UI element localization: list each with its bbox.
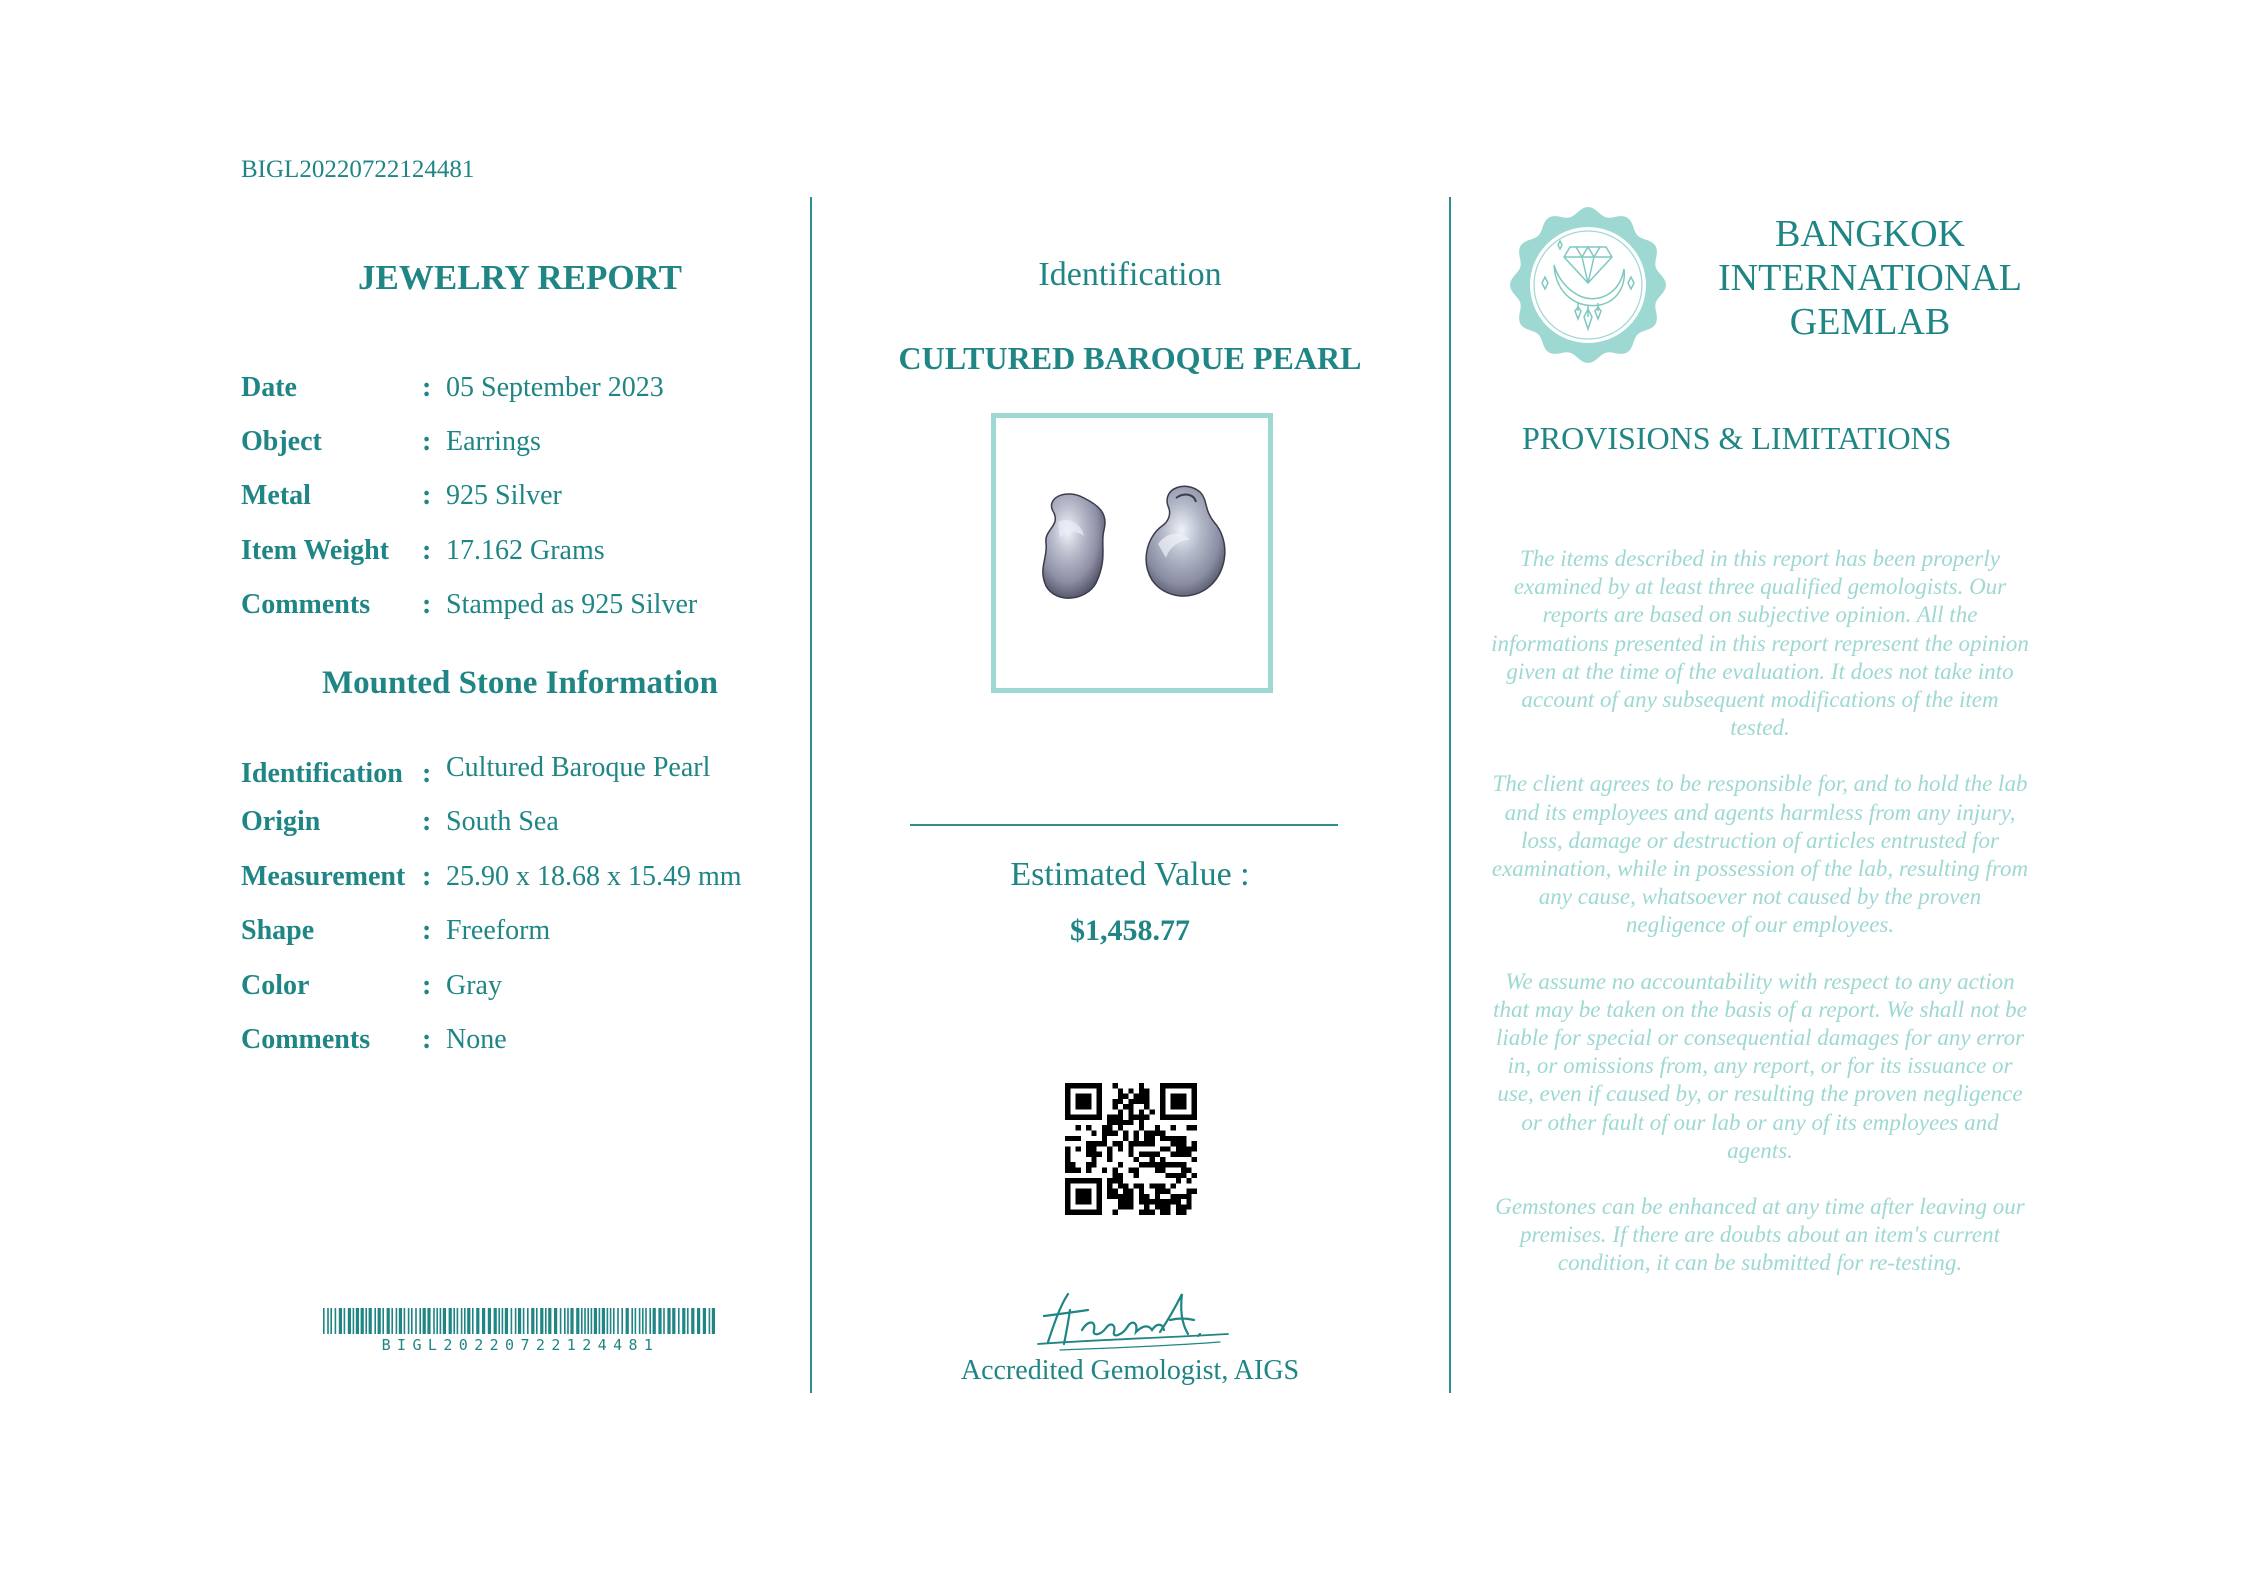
identification-heading: Identification bbox=[1038, 256, 1222, 293]
detail-colon: : bbox=[422, 589, 432, 620]
stone-colon: : bbox=[422, 806, 432, 837]
detail-row-item-weight bbox=[241, 535, 801, 575]
stone-row-identification bbox=[241, 752, 801, 792]
detail-row-date bbox=[241, 372, 801, 412]
detail-value: Stamped as 925 Silver bbox=[446, 589, 698, 620]
provisions-title: PROVISIONS & LIMITATIONS bbox=[1522, 420, 1952, 456]
provision-paragraph: Gemstones can be enhanced at any time after leaving our premises. If there are doubts about an item's current condition, it can be submitted for re-testing. bbox=[1495, 1194, 2025, 1276]
detail-colon: : bbox=[422, 426, 432, 457]
stone-colon: : bbox=[422, 970, 432, 1001]
detail-colon: : bbox=[422, 480, 432, 511]
identification-value: CULTURED BAROQUE PEARL bbox=[898, 340, 1362, 376]
estimated-value: $1,458.77 bbox=[1070, 914, 1190, 947]
detail-value: 17.162 Grams bbox=[446, 535, 605, 566]
stone-label: Measurement bbox=[241, 861, 406, 892]
middle-divider bbox=[910, 824, 1338, 826]
detail-label: Metal bbox=[241, 480, 311, 511]
column-divider-right bbox=[1449, 197, 1451, 1393]
stone-label: Shape bbox=[241, 915, 315, 946]
detail-label: Object bbox=[241, 426, 322, 457]
gemologist-credit: Accredited Gemologist, AIGS bbox=[960, 1355, 1300, 1386]
detail-row-metal bbox=[241, 480, 801, 520]
stone-value: South Sea bbox=[446, 806, 559, 837]
stone-colon: : bbox=[422, 1024, 432, 1055]
stone-colon: : bbox=[422, 861, 432, 892]
provision-paragraph: The items described in this report has been properly examined by at least three qualified gemologists. Our reports are based on subjective opinion. All the informations presented in this report represent the opinion given at the time of the evaluation. It does not take into account of any subsequent modifications of the item tested. bbox=[1491, 546, 2029, 741]
pearl-earrings-image bbox=[996, 418, 1268, 688]
detail-label: Item Weight bbox=[241, 535, 390, 566]
gemlab-seal-logo bbox=[1508, 205, 1668, 365]
detail-colon: : bbox=[422, 535, 432, 566]
detail-row-comments bbox=[241, 589, 801, 629]
stone-value: Freeform bbox=[446, 915, 551, 946]
stone-value: Cultured Baroque Pearl bbox=[446, 752, 711, 783]
stone-colon: : bbox=[422, 915, 432, 946]
stone-row-comments bbox=[241, 1024, 801, 1064]
lab-name-line: GEMLAB bbox=[1789, 301, 1951, 343]
stone-label: Comments bbox=[241, 1024, 371, 1055]
qr-code-icon bbox=[1065, 1083, 1197, 1215]
stone-value: Gray bbox=[446, 970, 502, 1001]
stone-row-origin bbox=[241, 806, 801, 846]
detail-row-object bbox=[241, 426, 801, 466]
detail-value: Earrings bbox=[446, 426, 541, 457]
detail-colon: : bbox=[422, 372, 432, 403]
estimated-value-label: Estimated Value : bbox=[1010, 856, 1250, 893]
stone-colon: : bbox=[422, 758, 432, 789]
item-photo bbox=[991, 413, 1273, 693]
detail-value: 05 September 2023 bbox=[446, 372, 664, 403]
provisions-body bbox=[1490, 545, 2030, 1306]
lab-name bbox=[1700, 212, 2040, 344]
stone-row-shape bbox=[241, 915, 801, 955]
jewelry-report-title: JEWELRY REPORT bbox=[358, 258, 682, 297]
stone-row-color bbox=[241, 970, 801, 1010]
stone-row-measurement bbox=[241, 861, 801, 901]
stone-label: Origin bbox=[241, 806, 321, 837]
gemologist-signature bbox=[1030, 1280, 1230, 1355]
detail-label: Comments bbox=[241, 589, 371, 620]
detail-value: 925 Silver bbox=[446, 480, 562, 511]
detail-label: Date bbox=[241, 372, 297, 403]
stone-label: Identification bbox=[241, 758, 403, 789]
stone-value: None bbox=[446, 1024, 507, 1055]
provision-paragraph: We assume no accountability with respect to any action that may be taken on the basis of a report. We shall not be liable for special or consequential damages for any error in, or omissions from, any report, or for its issuance or use, even if caused by, or resulting the proven negligence or other fault of our lab or any of its employees and agents. bbox=[1493, 968, 2027, 1163]
lab-name-line: BANGKOK bbox=[1775, 213, 1965, 255]
mounted-stone-title: Mounted Stone Information bbox=[321, 665, 719, 701]
provision-paragraph: The client agrees to be responsible for, and to hold the lab and its employees and agents harmless from any injury, loss, damage or destruction of articles entrusted for examination, while in possession of the lab, resulting from any cause, whatsoever not caused by the proven negligence of our employees. bbox=[1491, 771, 2029, 938]
barcode-text: BIGL20220722124481 bbox=[381, 1336, 660, 1354]
report-number: BIGL20220722124481 bbox=[241, 156, 475, 183]
lab-name-line: INTERNATIONAL bbox=[1718, 257, 2022, 299]
stone-label: Color bbox=[241, 970, 310, 1001]
stone-value: 25.90 x 18.68 x 15.49 mm bbox=[446, 861, 742, 892]
